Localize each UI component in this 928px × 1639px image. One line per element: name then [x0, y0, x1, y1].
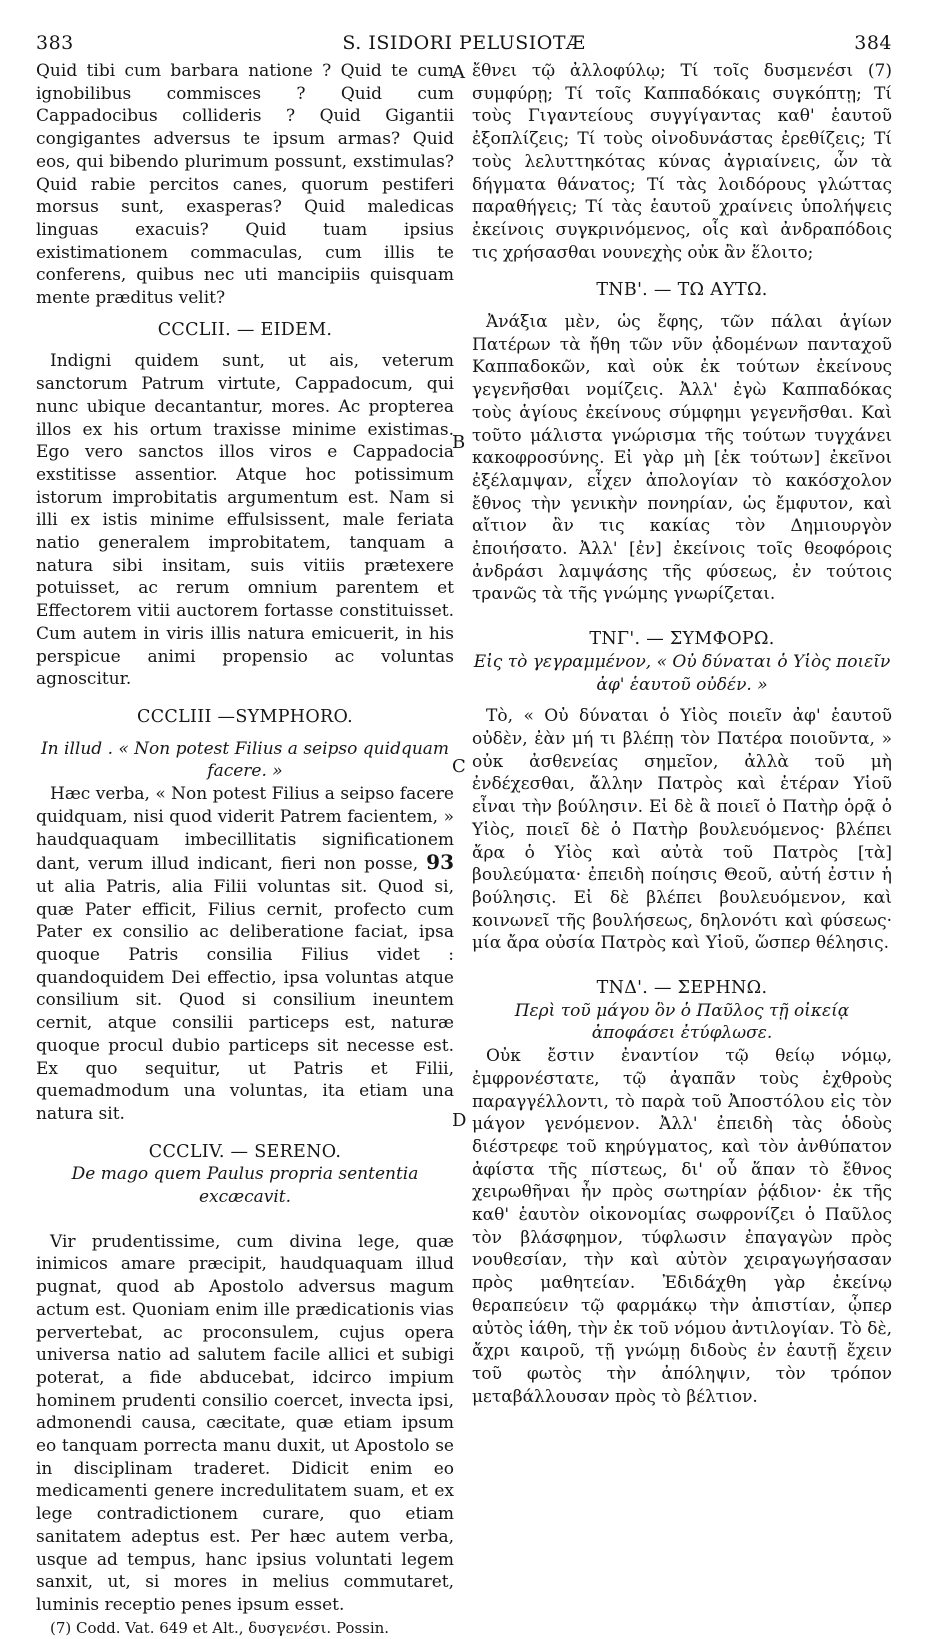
- greek-intro-paragraph: ἔθνει τῷ ἀλλοφύλῳ; Τί τοῖς δυσμενέσι (7) συμφύρῃ; Τί τοῖς Καππαδόκαις συγκόπτῃ; Τί τοὺς Γιγαντείους συγγίγαντας καθ' ἑαυτοῦ ἐξοπλίζεις; Τί τοὺς οἰνοδυνάστας ἐρεθίζεις; Τί τοὺς λελυττηκότας κύνας ἀγριαίνεις, ὧν τὰ δήγματα θάνατος; Τί τὰς λοιδόρους γλώττας παραθήγεις; Τί τὰς ἑαυτοῦ χραίνεις ὑπολήψεις ἐκείνοις συγκρινόμενος, οἷς καὶ ἀνδραπόδοις τις χρήσασθαι νουνεχὴς οὐκ ἂν ἕλοιτο;: [472, 61, 892, 263]
- latin-letter-354: Vir prudentissime, cum divina lege, quæ inimicos amare præcipit, haudquaquam illud pugnat, quod ab Apostolo adversus magum actum est. Quoniam enim ille prædicationis vias pervertebat, ac proconsulem, cujus opera universa natio ad salutem facile allici et subigi poterat, a fide abducebat, idcirco impium hominem prudenti consilio coercet, invecta ipsi, admonendi causa, cæcitate, quæ etiam ipsum eo tanquam porrecta manu duxit, ut Apostolo se in disciplinam traderet. Didicit enim eo medicamenti genere incredulitatem suam, et ex lege contradictionem curare, quo etiam sanitatem adeptus est. Per hæc autem verba, usque ad tempus, hanc ipsius voluntati legem sanxit, ut, si mores in melius commutaret, luminis receptio penes ipsum esset.: [36, 1231, 454, 1615]
- right-page-number: 384: [854, 32, 892, 54]
- latin-subheading-354: De mago quem Paulus propria sententia excæcavit.: [71, 1164, 419, 1208]
- latin-heading-353: CCCLIII —SYMPHORO.: [137, 706, 353, 727]
- latin-letter-353: [36, 783, 454, 1126]
- latin-subheading-353: In illud . « Non potest Filius a seipso quidquam facere. »: [40, 738, 450, 782]
- margin-marker-d: D: [452, 1110, 467, 1131]
- greek-subheading-353: Εἰς τὸ γεγραμμένον, « Οὐ δύναται ὁ Υἱὸς ποιεῖν ἀφ' ἑαυτοῦ οὐδέν. »: [473, 651, 891, 695]
- greek-letter-352: Ἀνάξια μὲν, ὡς ἔφης, τῶν πάλαι ἁγίων Πατέρων τὰ ἤθη τῶν νῦν ᾀδομένων πανταχοῦ Καππαδοκῶν, καὶ οὐκ ἐκ τούτων ἐκείνους γεγενῆσθαι νομίζεις. Ἀλλ' ἐγὼ Καππαδόκας τοὺς ἁγίους ἐκείνους σύμφημι γεγενῆσθαι. Καὶ τοῦτο μάλιστα γνώρισμα τῆς τούτων τυγχάνει κακοφροσύνης. Εἰ γὰρ μὴ [ἐκ τούτων] ἐκεῖνοι ἐξέλαμψαν, εἶχεν ἀπολογίαν τὸ κακόσχολον ἔθνος τὴν γενικὴν πονηρίαν, ὡς ἔμφυτον, καὶ αἴτιον ἂν τις κακίας τὸν Δημιουργὸν ἐποιήσατο. Ἀλλ' [ἐν] ἐκείνοις τοῖς θεοφόροις ἀνδράσι λαμψάσης τῆς φύσεως, ἐν τούτοις τρανῶς τὰ τῆς γνώμης γνωρίζεται.: [472, 312, 892, 605]
- greek-heading-353: ΤΝΓ'. — ΣΥΜΦΟΡΩ.: [589, 629, 775, 650]
- greek-letter-354: Οὐκ ἔστιν ἐναντίον τῷ θείῳ νόμῳ, ἐμφρονέστατε, τῷ ἀγαπᾶν τοὺς ἐχθροὺς παραγγέλλοντι, τὸ παρὰ τοῦ Ἀποστόλου εἰς τὸν μάγον γενόμενον. Ἀλλ' ἐπειδὴ τὰς ὁδοὺς διέστρεφε τοῦ κηρύγματος, καὶ τὸν ἀνθύπατον ἀφίστα τῆς πίστεως, δι' οὗ ἅπαν τὸ ἔθνος χειρωθῆναι ἦν πρὸς σωτηρίαν ῥᾴδιον· ἐκ τῆς καθ' ἑαυτὸν οἰκονομίας σωφρονίζει ὁ Παῦλος τὸν βλάσφημον, τύφλωσιν ἐπαγαγὼν πρὸς νουθεσίαν, τὴν καὶ αὐτὸν χειραγωγήσασαν πρὸς μαθητείαν. Ἐδιδάχθη γὰρ ἐκείνῳ θεραπεύειν τῷ φαρμάκῳ τὴν ἀπιστίαν, ᾧπερ αὐτὸς ἰάθη, τὴν ἐκ τοῦ νόμου ἀντιλογίαν. Τὸ δὲ, ἄχρι καιροῦ, τῇ γνώμῃ διδοὺς ἐν ἑαυτῇ ἔχειν τοῦ φωτὸς τὴν ἀπόληψιν, τὸν τρόπον μεταβάλλουσαν πρὸς τὸ βέλτιον.: [472, 1046, 892, 1407]
- running-title: S. ISIDORI PELUSIOTÆ: [342, 32, 586, 54]
- latin-intro-paragraph: Quid tibi cum barbara natione ? Quid te cum ignobilibus commisces ? Quid cum Cappadocibus collideris ? Quid Gigantii congigantes adversus te ipsum armas? Quid eos, qui bibendo plurimum possunt, exstimulas? Quid rabie percitos canes, quorum pestiferi morsus sunt, exasperas? Quid maledicas linguas exacuis? Quid tuam ipsius existimationem commaculas, cum illis te conferens, quibus nec uti mancipiis quisquam mente præditus velit?: [36, 61, 454, 309]
- greek-letter-353: Τὸ, « Οὐ δύναται ὁ Υἱὸς ποιεῖν ἀφ' ἑαυτοῦ οὐδὲν, ἐὰν μή τι βλέπῃ τὸν Πατέρα ποιοῦντα, » οὐκ ἀσθενείας σημεῖον, ἀλλὰ τοῦ μὴ ἐνδέχεσθαι, ἄλλην Πατρὸς καὶ ἑτέραν Υἱοῦ εἶναι τὴν βούλησιν. Εἰ δὲ ἃ ποιεῖ ὁ Πατὴρ ὁρᾷ ὁ Υἱὸς, ποιεῖ δὲ ὁ Πατὴρ βουλευόμενος· βλέπει ἄρα ὁ Υἱὸς καὶ αὐτὰ τοῦ Πατρὸς [τὰ] βουλεύματα· ἐπειδὴ ποίησις Θεοῦ, αὐτή ἐστιν ἡ βούλησις. Εἰ δὲ βλέπει βουλευόμενον, καὶ κοινωνεῖ τῆς βουλήσεως, δηλονότι καὶ φύσεως· μία ἄρα οὐσία Πατρὸς καὶ Υἱοῦ, ὥσπερ θέλησις.: [472, 706, 892, 954]
- footnote: (7) Codd. Vat. 649 et Alt., δυσγενέσι. Possin.: [50, 1618, 390, 1637]
- latin-letter-352: Indigni quidem sunt, ut ais, veterum sanctorum Patrum virtute, Cappadocum, qui nunc ubique decantantur, mores. Ac propterea illos ex his ortum traxisse minime existimas. Ego vero sanctos illos viros e Cappadocia exstitisse assentior. Atque hoc potissimum istorum improbitatis argumentum est. Nam si illi ex istis minime effulsissent, male feriata natio generalem improbitatem, tanquam a natura sibi insitam, suis vitiis prætexere potuisset, ac rerum omnium parentem et Effectorem vitii auctorem fortasse constituisset. Cum autem in viris illis natura emicuerit, in his perspicue animi propensio ac voluntas agnoscitur.: [36, 351, 454, 690]
- margin-marker-c: C: [452, 756, 466, 777]
- greek-heading-354: ΤΝΔ'. — ΣΕΡΗΝΩ.: [596, 978, 768, 999]
- latin-heading-354: CCCLIV. — SERENO.: [148, 1141, 342, 1162]
- latin-column: [36, 60, 454, 1639]
- latin-letter-353-part-a: Hæc verba, « Non potest Filius a seipso facere quidquam, nisi quod viderit Patrem facientem, » haudquaquam imbecillitatis significationem dant, verum illud indicant, fieri non posse,: [36, 784, 454, 875]
- greek-column: [472, 60, 892, 1408]
- latin-letter-353-part-b: ut alia Patris, alia Filii voluntas sit. Quod si, quæ Pater efficit, Filius cernit, profecto cum Pater ex consilio ac deliberatione faciat, ipsa quoque Patris consilia Filius videt : quandoquidem Dei effectio, ipsa voluntas atque consilium sit. Quod si consilium ineuntem cernit, atque consilii particeps est, naturæ quoque procul dubio particeps sit necesse est. Ex quo sequitur, ut Patris et Filii, quemadmodum una voluntas, ita etiam una natura sit.: [36, 876, 454, 1124]
- left-page-number: 383: [36, 32, 74, 54]
- latin-heading-352: CCCLII. — EIDEM.: [157, 319, 333, 340]
- margin-marker-b: B: [452, 432, 466, 453]
- margin-marker-a: A: [452, 62, 465, 83]
- greek-subheading-354: Περὶ τοῦ μάγου ὃν ὁ Παῦλος τῇ οἰκείᾳ ἀποφάσει ἐτύφλωσε.: [514, 1000, 850, 1044]
- greek-heading-352: ΤΝΒ'. — ΤΩ ΑΥΤΩ.: [596, 280, 768, 301]
- column-number-marker: 93: [426, 850, 455, 875]
